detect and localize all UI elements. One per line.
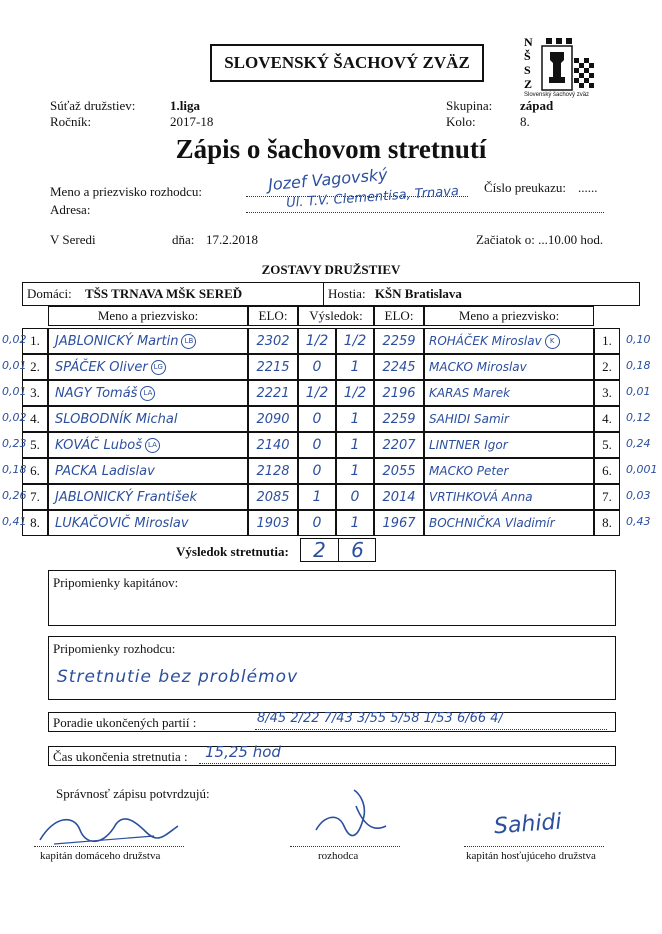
left-margin-note: 0,02: [2, 411, 27, 424]
address-value: Ul. T.V. Clementisa, Trnava: [285, 183, 460, 212]
home-player-text: SLOBODNÍK Michal: [55, 411, 178, 427]
group-label: Skupina:: [446, 98, 493, 113]
home-result-text: 1/2: [305, 333, 329, 349]
home-elo-text: 2090: [256, 411, 290, 427]
order-value: 8/45 2/22 7/43 3/55 5/58 1/53 6/66 4/: [257, 711, 503, 726]
home-player-text: PACKA Ladislav: [55, 463, 155, 479]
org-title: SLOVENSKÝ ŠACHOVÝ ZVÄZ: [224, 53, 470, 72]
guest-elo: [374, 432, 424, 458]
guest-player: [424, 406, 594, 432]
start-time: Začiatok o: ...10.00 hod.: [476, 232, 604, 247]
date-label: dňa:: [172, 232, 195, 247]
referee-comments-value: Stretnutie bez problémov: [57, 667, 299, 687]
guest-elo: [374, 328, 424, 354]
left-margin-note: 0,23: [2, 437, 27, 450]
board-number-text: 5.: [30, 437, 40, 452]
left-margin-note: 0,41: [2, 515, 27, 528]
home-player: [48, 458, 248, 484]
guest-label: Hostia:: [328, 286, 366, 301]
ssz-logo-icon: [520, 32, 596, 96]
home-elo: [248, 484, 298, 510]
game-row: [2, 380, 651, 406]
guest-result: [336, 406, 374, 432]
home-result-text: 0: [312, 411, 322, 427]
home-elo: [248, 354, 298, 380]
home-captain-sig-line: [34, 846, 184, 847]
guest-player-text: LINTNER Igor: [429, 438, 508, 452]
board-number-text: 8.: [30, 515, 40, 530]
guest-result-text: 1/2: [343, 385, 367, 401]
guest-result: [336, 354, 374, 380]
game-row: [2, 406, 651, 432]
home-player-text: SPÁČEK Oliver: [55, 359, 148, 375]
right-margin-note: 0,24: [626, 437, 651, 450]
right-margin-note: 0,01: [626, 385, 651, 398]
guest-result-text: 1: [350, 437, 360, 453]
guest-result: [336, 328, 374, 354]
board-number-right: [594, 406, 620, 432]
order-line: [255, 729, 607, 730]
guest-player: [424, 432, 594, 458]
guest-player: [424, 380, 594, 406]
logo-caption: Slovenský šachový zväz: [524, 92, 590, 98]
guest-elo: [374, 354, 424, 380]
home-label: Domáci:: [27, 286, 72, 301]
home-player: [48, 380, 248, 406]
home-elo-text: 2221: [256, 385, 290, 401]
board-number-right: [594, 510, 620, 536]
guest-player: [424, 510, 594, 536]
captain-badge: K: [545, 334, 560, 349]
left-margin-note: 0,01: [2, 359, 27, 372]
home-player: [48, 354, 248, 380]
round-value: 8.: [520, 114, 530, 129]
guest-elo: [374, 406, 424, 432]
right-margin-note: 0,10: [626, 333, 651, 346]
guest-player-text: KARAS Marek: [429, 386, 511, 400]
home-team-cell: [23, 283, 324, 306]
col-result: Výsledok:: [298, 306, 374, 326]
home-result: [298, 432, 336, 458]
guest-elo-text: 2055: [382, 463, 416, 479]
order-box[interactable]: [48, 712, 616, 732]
game-row: [2, 484, 651, 510]
game-row: [2, 432, 651, 458]
board-number-right-text: 3.: [602, 385, 612, 400]
svg-text:S: S: [524, 63, 531, 77]
home-elo: [248, 328, 298, 354]
guest-result-text: 1: [350, 463, 360, 479]
referee-sig-line: [290, 846, 400, 847]
guest-player: [424, 484, 594, 510]
guest-player-text: MACKO Miroslav: [429, 360, 527, 374]
result-home: 2: [301, 539, 339, 561]
game-row: [2, 510, 651, 536]
board-number-text: 6.: [30, 463, 40, 478]
home-player-text: JABLONICKÝ František: [55, 489, 197, 505]
board-number-text: 7.: [30, 489, 40, 504]
ssz-logo: [520, 32, 596, 96]
home-player: [48, 328, 248, 354]
home-captain-signature: [34, 806, 184, 850]
year-value: 2017-18: [170, 114, 214, 129]
game-row: [2, 458, 658, 484]
guest-elo-text: 2245: [382, 359, 416, 375]
guest-result: [336, 484, 374, 510]
order-label: Poradie ukončených partií :: [53, 715, 197, 730]
guest-elo-text: 2259: [382, 411, 416, 427]
svg-text:N: N: [524, 35, 533, 49]
home-player-text: LUKAČOVIČ Miroslav: [55, 515, 189, 531]
guest-elo: [374, 458, 424, 484]
end-time-line: [199, 763, 609, 764]
home-player: [48, 484, 248, 510]
board-number-right: [594, 354, 620, 380]
home-result-text: 0: [312, 463, 322, 479]
guest-captain-sig-line: [464, 846, 604, 847]
home-player: [48, 406, 248, 432]
guest-player-text: MACKO Peter: [429, 464, 509, 478]
guest-elo-text: 2196: [382, 385, 416, 401]
board-number-right-text: 8.: [602, 515, 612, 530]
board-number-right-text: 4.: [602, 411, 612, 426]
referee-name-label: Meno a priezvisko rozhodcu:: [50, 184, 202, 199]
home-result-text: 1/2: [305, 385, 329, 401]
home-result-text: 0: [312, 437, 322, 453]
home-elo: [248, 432, 298, 458]
board-number-right: [594, 458, 620, 484]
home-player-text: JABLONICKÝ Martin: [55, 333, 179, 349]
referee-name-value: Jozef Vagovský: [267, 164, 389, 195]
guest-team-name: KŠN Bratislava: [374, 286, 462, 301]
guest-elo: [374, 380, 424, 406]
board-number-right-text: 1.: [602, 333, 612, 348]
guest-elo: [374, 510, 424, 536]
home-captain-label: kapitán domáceho družstva: [40, 850, 161, 862]
home-title-badge: LG: [151, 360, 166, 375]
home-elo-text: 2215: [256, 359, 290, 375]
home-result: [298, 328, 336, 354]
home-player-text: NAGY Tomáš: [55, 385, 138, 401]
board-number-right: [594, 328, 620, 354]
end-time-box[interactable]: [48, 743, 616, 766]
home-title-badge: LB: [181, 334, 196, 349]
home-player: [48, 510, 248, 536]
home-result: [298, 458, 336, 484]
teams-table: [22, 282, 640, 306]
result-guest: 6: [351, 538, 364, 562]
league-value: 1.liga: [170, 98, 200, 113]
home-result-text: 0: [312, 515, 322, 531]
home-elo: [248, 510, 298, 536]
right-margin-note: 0,03: [626, 489, 651, 502]
league-label: Súťaž družstiev:: [50, 98, 136, 113]
board-number-right: [594, 484, 620, 510]
guest-player-text: SAHIDI Samir: [429, 412, 509, 426]
referee-comments-box[interactable]: [48, 636, 616, 700]
teams-heading: ZOSTAVY DRUŽSTIEV: [261, 262, 401, 277]
home-elo-text: 2128: [256, 463, 290, 479]
org-title-box: [210, 44, 484, 82]
guest-team-cell: [324, 283, 640, 306]
guest-result-text: 1/2: [343, 333, 367, 349]
home-player: [48, 432, 248, 458]
game-row: [2, 328, 651, 354]
guest-result: [336, 380, 374, 406]
guest-player: [424, 354, 594, 380]
page-title: Zápis o šachovom stretnutí: [175, 134, 487, 164]
venue-place: V Seredi: [50, 232, 96, 247]
col-home-name: Meno a priezvisko:: [48, 306, 248, 326]
home-elo-text: 1903: [256, 515, 290, 531]
home-result: [298, 510, 336, 536]
board-number-right-text: 7.: [602, 489, 612, 504]
svg-text:Z: Z: [524, 77, 533, 91]
guest-player-text: BOCHNIČKA Vladimír: [429, 516, 555, 530]
address-label: Adresa:: [50, 202, 91, 217]
game-row: [2, 354, 651, 380]
guest-result: [336, 510, 374, 536]
right-margin-note: 0,001: [626, 463, 658, 476]
left-margin-note: 0,02: [2, 333, 27, 346]
left-margin-note: 0,01: [2, 385, 27, 398]
captains-comments-label: Pripomienky kapitánov:: [53, 575, 179, 590]
games-header-row: [22, 306, 640, 326]
referee-label: rozhodca: [318, 850, 359, 862]
end-time-label: Čas ukončenia stretnutia :: [53, 749, 188, 764]
svg-text:Š: Š: [524, 49, 531, 63]
card-value: ......: [578, 180, 598, 195]
guest-player: [424, 458, 594, 484]
col-home-elo: ELO:: [248, 306, 298, 326]
home-result-text: 0: [312, 359, 322, 375]
home-result: [298, 354, 336, 380]
right-margin-note: 0,18: [626, 359, 651, 372]
guest-captain-signature: Sahidi: [493, 809, 563, 840]
guest-elo-text: 2207: [382, 437, 416, 453]
home-result: [298, 380, 336, 406]
home-elo: [248, 380, 298, 406]
board-number-right-text: 6.: [602, 463, 612, 478]
home-result-text: 1: [312, 489, 322, 505]
board-number-text: 1.: [30, 333, 40, 348]
home-team-name: TŠS TRNAVA MŠK SEREĎ: [85, 286, 243, 301]
guest-elo-text: 2014: [382, 489, 416, 505]
guest-result-text: 1: [350, 515, 360, 531]
referee-comments-label: Pripomienky rozhodcu:: [53, 641, 176, 656]
guest-player-text: ROHÁČEK Miroslav: [429, 334, 542, 348]
board-number-right: [594, 432, 620, 458]
home-elo-text: 2302: [256, 333, 290, 349]
confirm-label: Správnosť zápisu potvrdzujú:: [56, 786, 210, 801]
home-player-text: KOVÁČ Luboš: [55, 437, 142, 453]
board-number-right-text: 5.: [602, 437, 612, 452]
result-box: [300, 538, 376, 562]
board-number-text: 2.: [30, 359, 40, 374]
home-elo: [248, 458, 298, 484]
home-result: [298, 406, 336, 432]
guest-result: [336, 432, 374, 458]
board-number-text: 3.: [30, 385, 40, 400]
address-line: [246, 212, 604, 213]
group-value: západ: [520, 98, 554, 113]
guest-result-text: 1: [350, 411, 360, 427]
result-label: Výsledok stretnutia:: [176, 544, 289, 559]
captains-comments-box[interactable]: [48, 570, 616, 626]
year-label: Ročník:: [50, 114, 92, 129]
col-guest-name: Meno a priezvisko:: [424, 306, 594, 326]
col-guest-elo: ELO:: [374, 306, 424, 326]
guest-result: [336, 458, 374, 484]
home-result: [298, 484, 336, 510]
guest-elo-text: 1967: [382, 515, 416, 531]
home-elo-text: 2140: [256, 437, 290, 453]
card-label: Číslo preukazu:: [484, 180, 566, 195]
home-title-badge: LA: [145, 438, 160, 453]
referee-signature: [304, 786, 394, 848]
guest-elo: [374, 484, 424, 510]
left-margin-note: 0,26: [2, 489, 27, 502]
guest-captain-label: kapitán hosťujúceho družstva: [466, 850, 596, 862]
home-elo: [248, 406, 298, 432]
guest-player-text: VRTIHKOVÁ Anna: [429, 490, 533, 504]
home-elo-text: 2085: [256, 489, 290, 505]
board-number-right-text: 2.: [602, 359, 612, 374]
guest-elo-text: 2259: [382, 333, 416, 349]
right-margin-note: 0,43: [626, 515, 651, 528]
date-value: 17.2.2018: [206, 232, 258, 247]
board-number-right: [594, 380, 620, 406]
guest-result-text: 1: [350, 359, 360, 375]
home-title-badge: LA: [140, 386, 155, 401]
guest-result-text: 0: [350, 489, 360, 505]
round-label: Kolo:: [446, 114, 476, 129]
left-margin-note: 0,18: [2, 463, 27, 476]
board-number-text: 4.: [30, 411, 40, 426]
guest-player: [424, 328, 594, 354]
end-time-value: 15,25 hod: [205, 743, 281, 761]
right-margin-note: 0,12: [626, 411, 651, 424]
